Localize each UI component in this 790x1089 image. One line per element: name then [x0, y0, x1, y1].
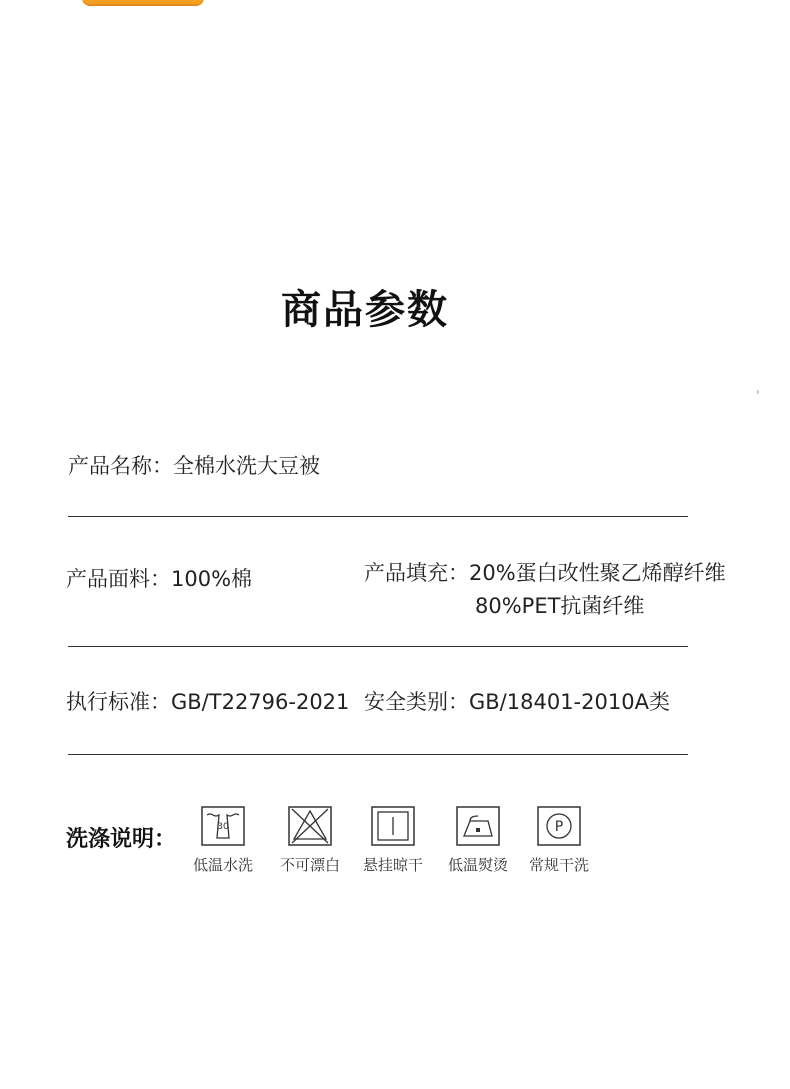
care-item-dry-clean: [519, 806, 599, 875]
svg-text:P: P: [554, 819, 564, 835]
page-title: 商品参数: [281, 287, 449, 333]
decorative-dot: [757, 390, 759, 394]
care-item-low-iron: [438, 806, 518, 875]
dry-clean-p-icon: [537, 806, 581, 846]
safety-row: [364, 686, 670, 716]
filling-label: 产品填充：: [364, 561, 469, 585]
care-item-wash-30: [183, 806, 263, 875]
care-item-hang-dry: [353, 806, 433, 875]
divider-3: [68, 754, 688, 755]
filling-value-line1: 20%蛋白改性聚乙烯醇纤维: [469, 561, 726, 585]
washing-label: 洗涤说明：: [66, 827, 177, 852]
divider-2: [68, 646, 688, 647]
safety-value: GB/18401-2010A类: [469, 690, 670, 714]
filling-value-line2: 80%PET抗菌纤维: [475, 594, 645, 618]
hang-dry-icon: [371, 806, 415, 846]
fabric-row: [66, 563, 252, 593]
standard-label: 执行标准：: [66, 690, 171, 714]
wash-30-icon: [201, 806, 245, 846]
svg-text:30: 30: [217, 822, 229, 832]
no-bleach-icon: [288, 806, 332, 846]
product-name-row: [68, 450, 320, 480]
fabric-value: 100%棉: [171, 567, 253, 591]
standard-row: [66, 686, 349, 716]
top-accent-tab: [82, 0, 204, 6]
care-label-iron: 低温熨烫: [447, 856, 508, 874]
fabric-label: 产品面料：: [66, 567, 171, 591]
care-item-no-bleach: [270, 806, 350, 875]
product-name-value: 全棉水洗大豆被: [173, 454, 320, 478]
product-name-label: 产品名称：: [68, 454, 173, 478]
care-label-dry-clean: 常规干洗: [528, 856, 589, 874]
care-label-bleach: 不可漂白: [279, 856, 340, 874]
care-label-wash: 低温水洗: [192, 856, 253, 874]
low-iron-icon: [456, 806, 500, 846]
standard-value: GB/T22796-2021: [171, 690, 350, 714]
safety-label: 安全类别：: [364, 690, 469, 714]
divider-1: [68, 516, 688, 517]
filling-row: [364, 557, 726, 587]
care-label-dry: 悬挂晾干: [362, 856, 423, 874]
